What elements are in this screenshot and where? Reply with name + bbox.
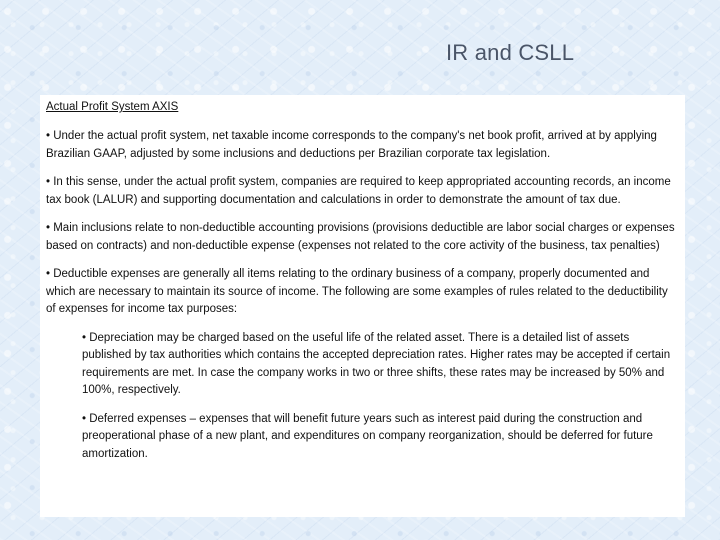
bullet-paragraph: • Main inclusions relate to non-deductible accounting provisions (provisions deductible are labor social charges or expenses based on contracts) and non-deductible expense (expenses not related to the core activity of the business, tax penalties) xyxy=(46,222,675,252)
content-box xyxy=(40,95,685,517)
slide-title: IR and CSLL xyxy=(446,40,575,65)
section-heading: Actual Profit System AXIS xyxy=(46,101,179,113)
bullet-paragraph: • Deductible expenses are generally all items relating to the ordinary business of a company, properly documented and which are necessary to maintain its source of income. The following are some examples of rules related to the deductibility of expenses for income tax purposes: xyxy=(46,268,668,315)
sub-bullet-paragraph: • Deferred expenses – expenses that will benefit future years such as interest paid during the construction and preoperational phase of a new plant, and expenditures on company reorganization, should be deferred for future amortization. xyxy=(82,412,653,460)
bullet-paragraph: • Under the actual profit system, net taxable income corresponds to the company's net book profit, arrived at by applying Brazilian GAAP, adjusted by some inclusions and deductions per Brazilian corporate tax legislation. xyxy=(46,130,657,160)
sub-bullet-paragraph: • Depreciation may be charged based on the useful life of the related asset. There is a detailed list of assets published by tax authorities which contains the accepted depreciation rates. Higher rates may be accepted if certain requirements are met. In case the company works in two or three shifts, these rates may be increased by 50% and 100%, respectively. xyxy=(82,331,671,396)
bullet-paragraph: • In this sense, under the actual profit system, companies are required to keep appropriated accounting records, an income tax book (LALUR) and supporting documentation and calculations in order to demonstrate the amount of tax due. xyxy=(46,176,671,206)
